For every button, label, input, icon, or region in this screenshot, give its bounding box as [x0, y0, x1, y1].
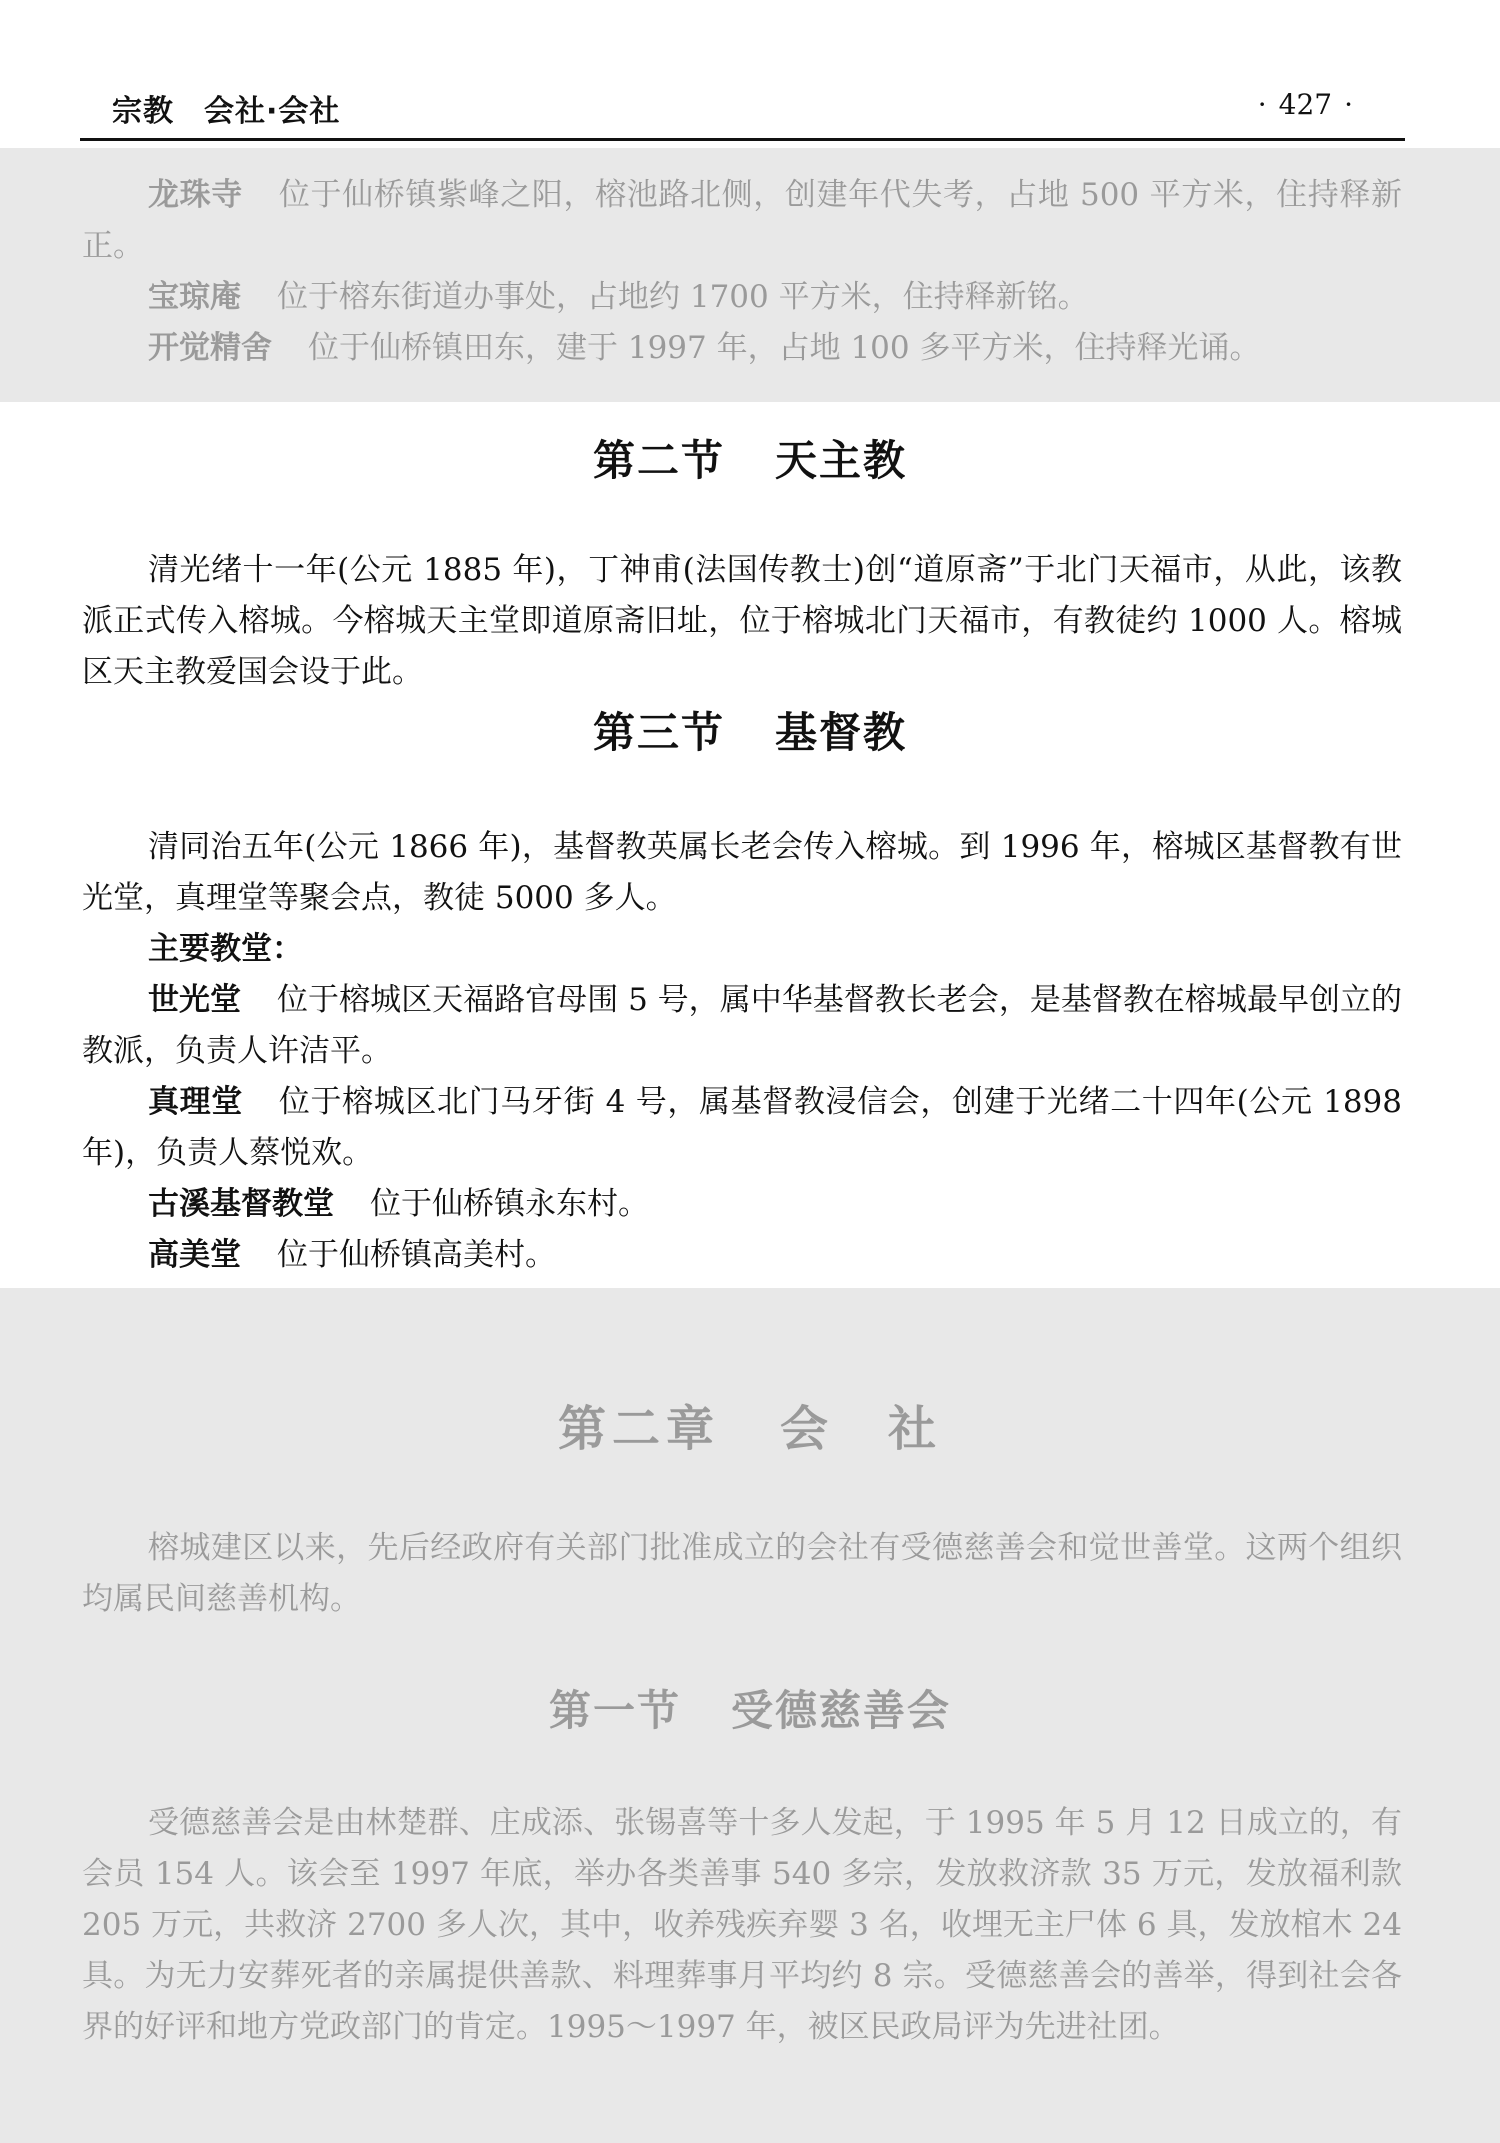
church-name: 世光堂 [148, 982, 242, 1018]
church-text: 位于仙桥镇永东村。 [370, 1186, 649, 1222]
page-header [80, 80, 1405, 141]
running-head-subsection: 会社·会社 [204, 94, 341, 129]
temple-entry [82, 272, 1402, 323]
church-name: 高美堂 [148, 1237, 241, 1273]
section-heading-catholicism: 第二节 天主教 [592, 436, 908, 485]
paragraph: 清光绪十一年(公元 1885 年)，丁神甫(法国传教士)创“道原斋”于北门天福市，从此，该教派正式传入榕城。今榕城天主堂即道原斋旧址，位于榕城北门天福市，有教徒约 1000 人。榕城区天主教爱国会设于此。 [82, 552, 1402, 690]
paragraph: 清同治五年(公元 1866 年)，基督教英属长老会传入榕城。到 1996 年，榕城区基督教有世光堂，真理堂等聚会点，教徒 5000 多人。 [82, 829, 1402, 916]
church-entry [82, 1077, 1402, 1179]
temple-text: 位于仙桥镇田东，建于 1997 年，占地 100 多平方米，住持释光诵。 [308, 330, 1261, 366]
church-name: 古溪基督教堂 [148, 1186, 334, 1222]
temple-text: 位于榕东街道办事处，占地约 1700 平方米，住持释新铭。 [277, 279, 1089, 315]
page-number: · 427 · [1257, 88, 1353, 121]
page-number-value: 427 [1278, 88, 1333, 121]
church-text: 位于榕城区北门马牙街 4 号，属基督教浸信会，创建于光绪二十四年(公元 1898 年)，负责人蔡悦欢。 [82, 1084, 1402, 1171]
church-name: 真理堂 [148, 1084, 243, 1120]
temple-name: 开觉精舍 [148, 330, 272, 366]
running-head [112, 86, 340, 130]
church-text: 位于榕城区天福路官母围 5 号，属中华基督教长老会，是基督教在榕城最早创立的教派，负责人许洁平。 [82, 982, 1402, 1069]
temple-name: 宝琼庵 [148, 279, 241, 315]
temple-list [82, 170, 1402, 374]
church-entry [82, 1230, 1402, 1281]
church-text: 位于仙桥镇高美村。 [277, 1237, 556, 1273]
temple-entry [82, 323, 1402, 374]
churches-label: 主要教堂： [148, 931, 303, 967]
paragraph: 受德慈善会是由林楚群、庄成添、张锡喜等十多人发起，于 1995 年 5 月 12 日成立的，有会员 154 人。该会至 1997 年底，举办各类善事 540 多宗，发放救济款 35 万元，发放福利款 205 万元，共救济 2700 多人次，其中，收养残疾弃婴 3 名，收埋无主尸体 6 具，发放棺木 24 具。为无力安葬死者的亲属提供善款、料理葬事月平均约 8 宗。受德慈善会的善举，得到社会各界的好评和地方党政部门的肯定。1995～1997 年，被区民政局评为先进社团。 [82, 1805, 1402, 2045]
section-heading-christianity: 第三节 基督教 [592, 708, 908, 757]
chapter-heading-societies: 第二章 会 社 [557, 1401, 943, 1457]
church-entry [82, 975, 1402, 1077]
chapter-intro [82, 1523, 1402, 1625]
section-heading-shoude: 第一节 受德慈善会 [548, 1686, 952, 1735]
temple-name: 龙珠寺 [148, 177, 243, 213]
temple-text: 位于仙桥镇紫峰之阳，榕池路北侧，创建年代失考，占地 500 平方米，住持释新正。 [82, 177, 1402, 264]
running-head-section: 宗教 [112, 94, 174, 129]
section-christianity-body [82, 822, 1402, 1281]
section-shoude-body [82, 1798, 1402, 2053]
section-catholicism-body [82, 545, 1402, 698]
church-entry [82, 1179, 1402, 1230]
paragraph: 榕城建区以来，先后经政府有关部门批准成立的会社有受德慈善会和觉世善堂。这两个组织均属民间慈善机构。 [82, 1530, 1402, 1617]
temple-entry [82, 170, 1402, 272]
